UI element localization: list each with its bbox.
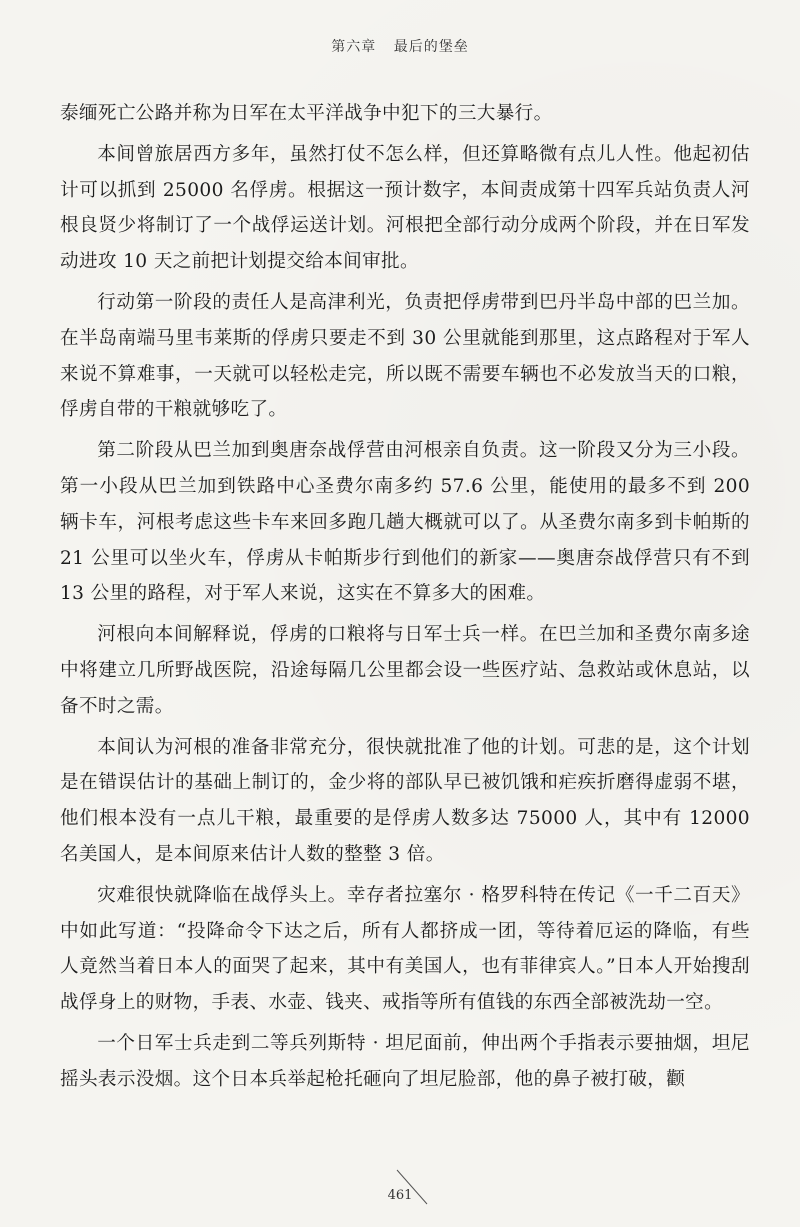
paragraph: 本间曾旅居西方多年，虽然打仗不怎么样，但还算略微有点儿人性。他起初估计可以抓到 25000 名俘虏。根据这一预计数字，本间责成第十四军兵站负责人河根良贤少将制订了一个战俘运送计划。河根把全部行动分成两个阶段，并在日军发动进攻 10 天之前把计划提交给本间审批。 — [60, 143, 750, 273]
body-text — [60, 96, 750, 1098]
page-number: 461 — [387, 1188, 413, 1203]
running-head — [0, 36, 800, 56]
chapter-number: 第六章 — [331, 39, 377, 55]
paragraph: 行动第一阶段的责任人是高津利光，负责把俘虏带到巴丹半岛中部的巴兰加。在半岛南端马里韦莱斯的俘虏只要走不到 30 公里就能到那里，这点路程对于军人来说不算难事，一天就可以轻松走完，所以既不需要车辆也不必发放当天的口粮，俘虏自带的干粮就够吃了。 — [60, 291, 750, 421]
chapter-title: 最后的堡垒 — [393, 39, 469, 55]
paragraph-continuation: 泰缅死亡公路并称为日军在太平洋战争中犯下的三大暴行。 — [60, 103, 553, 124]
paragraph: 河根向本间解释说，俘虏的口粮将与日军士兵一样。在巴兰加和圣费尔南多途中将建立几所野战医院，沿途每隔几公里都会设一些医疗站、急救站或休息站，以备不时之需。 — [60, 624, 750, 717]
paragraph: 一个日军士兵走到二等兵列斯特 · 坦尼面前，伸出两个手指表示要抽烟，坦尼摇头表示没烟。这个日本兵举起枪托砸向了坦尼脸部，他的鼻子被打破，颧 — [60, 1032, 750, 1090]
paragraph: 灾难很快就降临在战俘头上。幸存者拉塞尔 · 格罗科特在传记《一千二百天》中如此写道：“投降命令下达之后，所有人都挤成一团，等待着厄运的降临，有些人竟然当着日本人的面哭了起来，其中有美国人，也有菲律宾人。”日本人开始搜刮战俘身上的财物，手表、水壶、钱夹、戒指等所有值钱的东西全部被洗劫一空。 — [60, 884, 750, 1014]
paragraph: 本间认为河根的准备非常充分，很快就批准了他的计划。可悲的是，这个计划是在错误估计的基础上制订的，金少将的部队早已被饥饿和疟疾折磨得虚弱不堪，他们根本没有一点儿干粮，最重要的是俘虏人数多达 75000 人，其中有 12000 名美国人，是本间原来估计人数的整整 3 倍。 — [60, 736, 750, 865]
paragraph: 第二阶段从巴兰加到奥唐奈战俘营由河根亲自负责。这一阶段又分为三小段。第一小段从巴兰加到铁路中心圣费尔南多约 57.6 公里，能使用的最多不到 200 辆卡车，河根考虑这些卡车来回多跑几趟大概就可以了。从圣费尔南多到卡帕斯的 21 公里可以坐火车，俘虏从卡帕斯步行到他们的新家——奥唐奈战俘营只有不到 13 公里的路程，对于军人来说，这实在不算多大的困难。 — [60, 440, 750, 605]
